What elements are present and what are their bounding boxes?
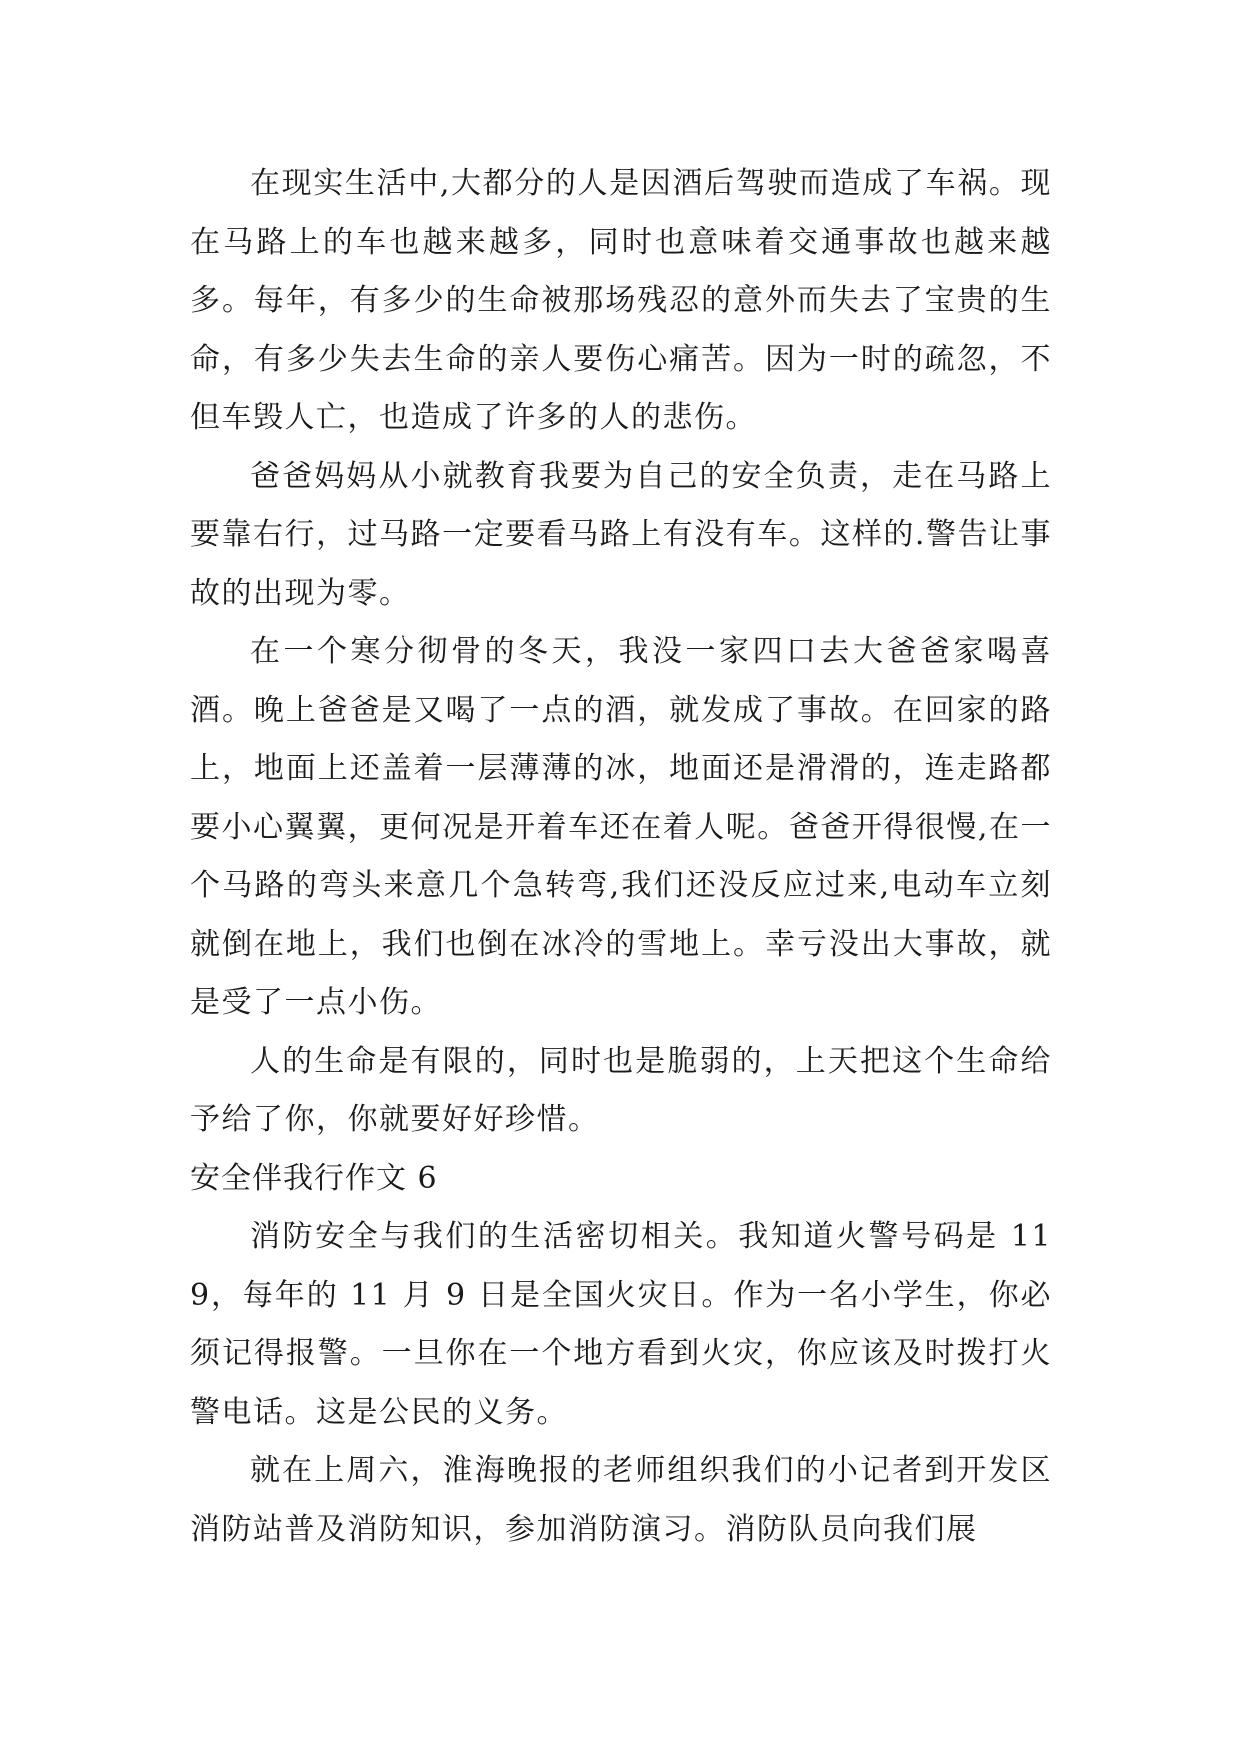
paragraph-fire-drill: 就在上周六，淮海晚报的老师组织我们的小记者到开发区消防站普及消防知识，参加消防演习。消防队员向我们展 [190,1453,1052,1547]
document-page [190,155,1052,1559]
paragraph-drunk-driving: 在现实生活中,大都分的人是因酒后驾驶而造成了车祸。现在马路上的车也越来越多，同时也意味着交通事故也越来越多。每年，有多少的生命被那场残忍的意外而失去了宝贵的生命，有多少失去生命的亲人要伤心痛苦。因为一时的疏忽，不但车毁人亡，也造成了许多的人的悲伤。 [190,166,1052,435]
paragraph-winter-accident: 在一个寒分彻骨的冬天，我没一家四口去大爸爸家喝喜酒。晚上爸爸是又喝了一点的酒，就发成了事故。在回家的路上，地面上还盖着一层薄薄的冰，地面还是滑滑的，连走路都要小心翼翼，更何况是开着车还在着人呢。爸爸开得很慢,在一个马路的弯头来意几个急转弯,我们还没反应过来,电动车立刻就倒在地上，我们也倒在冰冷的雪地上。幸亏没出大事故，就是受了一点小伤。 [190,634,1052,1020]
paragraph-parents-advice: 爸爸妈妈从小就教育我要为自己的安全负责，走在马路上要靠右行，过马路一定要看马路上有没有车。这样的.警告让事故的出现为零。 [190,458,1052,611]
paragraph-cherish-life: 人的生命是有限的，同时也是脆弱的，上天把这个生命给予给了你，你就要好好珍惜。 [190,1043,1052,1137]
essay-heading: 安全伴我行作文 6 [190,1160,438,1196]
paragraph-fire-safety: 消防安全与我们的生活密切相关。我知道火警号码是 119，每年的 11 月 9 日是全国火灾日。作为一名小学生，你必须记得报警。一旦你在一个地方看到火灾，你应该及时拨打火警电话。这是公民的义务。 [190,1219,1052,1430]
